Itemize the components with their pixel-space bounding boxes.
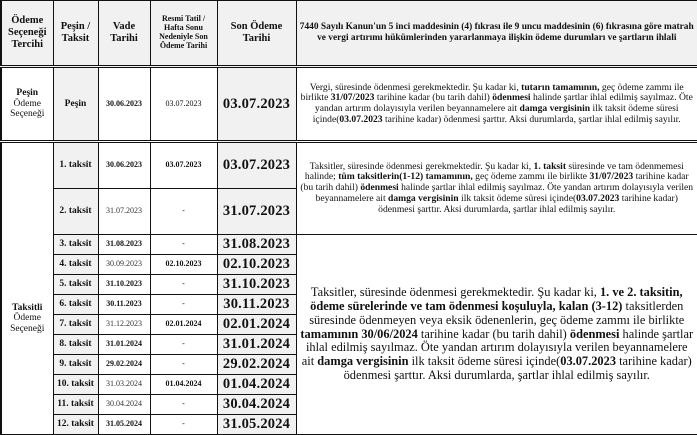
emphasis-text: ödenmesi — [360, 182, 399, 194]
pesin-son-odeme: 03.07.2023 — [217, 67, 296, 142]
pesin-vade: 30.06.2023 — [98, 67, 150, 142]
taksit-vade: 30.09.2023 — [98, 255, 150, 275]
taksit-resmi-tatil: - — [150, 275, 217, 295]
body-text: süresinde ve tam ödenmemesi halinde; — [304, 160, 684, 183]
body-text: tarihine kadar) ödenmesi şarttır. Aksi durumlarda, şartlar ihlal edilmiş sayılır. — [378, 192, 678, 215]
taksit-vade: 30.11.2023 — [98, 295, 150, 315]
body-text: halinde şartlar ihlal edilmiş sayılmaz. Öte yandan artırım dolayısıyla verilen beyannamelere ait — [314, 92, 693, 114]
header-aciklama: 7440 Sayılı Kanun'un 5 inci maddesinin (4) fıkrası ile 9 uncu maddesinin (6) fıkrasına göre matrah ve vergi artırımı hükümlerinden yararlanmaya ilişkin ödeme durumları ve şartların ihlali — [296, 1, 697, 67]
emphasis-text: 1. taksit — [533, 160, 567, 172]
taksitli-category — [1, 142, 53, 435]
taksit-resmi-tatil: - — [150, 235, 217, 255]
taksit-label: 4. taksit — [53, 255, 98, 275]
taksit-label: 2. taksit — [53, 189, 98, 235]
taksit-son-odeme: 29.02.2024 — [217, 355, 296, 375]
taksit-vade: 31.07.2023 — [98, 189, 150, 235]
taksit-label: 6. taksit — [53, 295, 98, 315]
emphasis-text: 03.07.2023 — [560, 354, 617, 369]
emphasis-text: damga vergisinin — [519, 103, 591, 114]
header-son-odeme: Son Ödeme Tarihi — [217, 1, 296, 67]
taksit-resmi-tatil: - — [150, 295, 217, 315]
taksit-son-odeme: 31.10.2023 — [217, 275, 296, 295]
taksitli-category-bold: Taksitli — [12, 302, 43, 313]
emphasis-text: damga vergisinin — [317, 354, 409, 369]
taksit-resmi-tatil: 01.04.2024 — [150, 375, 217, 395]
taksit-1-2-aciklama — [296, 142, 697, 235]
taksit-label: 11. taksit — [53, 395, 98, 415]
body-text: ilk taksit ödeme süresi içinde( — [458, 192, 577, 204]
taksit-son-odeme: 30.04.2024 — [217, 395, 296, 415]
pesin-category — [1, 67, 53, 142]
body-text: tarihine kadar) ödenmesi şarttır. Aksi durumlarda, şartlar ihlal edilmiş sayılır. — [382, 113, 681, 125]
body-text: halinde şartlar ihlal edilmiş sayılmaz. Öte yandan artırım dolayısıyla verilen beyannamelere ait — [301, 326, 694, 369]
taksit-vade: 30.04.2024 — [98, 395, 150, 415]
taksit-resmi-tatil: 03.07.2023 — [150, 142, 217, 189]
pesin-category-bold: Peşin — [16, 88, 39, 99]
taksit-resmi-tatil: - — [150, 189, 217, 235]
body-text: halinde şartlar ihlal edilmiş sayılmaz. Öte yandan artırım dolayısıyla verilen beyannamelere ait — [315, 182, 694, 204]
emphasis-text: tutarın tamamının, — [521, 81, 600, 93]
emphasis-text: ödenmesi — [492, 92, 531, 104]
body-text: ilk taksit ödeme süresi içinde( — [408, 354, 561, 369]
taksit-son-odeme: 31.07.2023 — [217, 189, 296, 235]
body-text: taksitlerden süresinde ödenmeyen veya eksik ödenenlerin, geç ödeme zammı ile birlikte — [309, 298, 685, 327]
taksit-son-odeme: 30.11.2023 — [217, 295, 296, 315]
emphasis-text: tüm taksitlerin(1-12) tamamının, — [338, 171, 473, 183]
emphasis-text: 03.07.2023 — [339, 113, 383, 125]
emphasis-text: tamamının 30/06/2024 — [300, 326, 418, 341]
taksit-label: 1. taksit — [53, 142, 98, 189]
taksit-resmi-tatil: - — [150, 415, 217, 435]
pesin-aciklama — [296, 67, 697, 142]
taksit-label: 5. taksit — [53, 275, 98, 295]
taksit-3-12-aciklama — [296, 235, 697, 435]
taksit-vade: 29.02.2024 — [98, 355, 150, 375]
emphasis-text: 31/07/2023 — [589, 171, 634, 183]
taksit-son-odeme: 02.10.2023 — [217, 255, 296, 275]
emphasis-text: 31/07/2023 — [330, 92, 375, 104]
header-row — [1, 1, 697, 67]
body-text: geç ödeme zammı ile birlikte — [300, 81, 684, 104]
body-text: Taksitler, süresinde ödenmesi gerekmektedir. Şu kadar ki, — [309, 160, 534, 172]
taksit-vade: 31.10.2023 — [98, 275, 150, 295]
taksit-son-odeme: 31.01.2024 — [217, 335, 296, 355]
taksit-row — [1, 142, 697, 189]
pesin-label: Peşin — [53, 67, 98, 142]
pesin-category-rest: Ödeme Seçeneği — [10, 98, 45, 120]
taksit-vade: 30.06.2023 — [98, 142, 150, 189]
taksit-vade: 31.12.2023 — [98, 315, 150, 335]
body-text: ilk taksit ödeme süresi içinde( — [312, 103, 679, 125]
header-vade: Vade Tarihi — [98, 1, 150, 67]
taksit-vade: 31.05.2024 — [98, 415, 150, 435]
taksit-label: 9. taksit — [53, 355, 98, 375]
body-text: geç ödeme zammı ile birlikte — [472, 171, 590, 183]
pesin-resmi-tatil: 03.07.2023 — [150, 67, 217, 142]
body-text: tarihine kadar (bu tarih dahil) — [374, 92, 493, 104]
header-pesin-taksit: Peşin / Taksit — [53, 1, 98, 67]
taksit-resmi-tatil: - — [150, 395, 217, 415]
taksit-vade: 31.03.2024 — [98, 375, 150, 395]
taksit-label: 7. taksit — [53, 315, 98, 335]
body-text: tarihine kadar (bu tarih dahil) — [417, 326, 570, 341]
taksit-label: 10. taksit — [53, 375, 98, 395]
taksit-label: 12. taksit — [53, 415, 98, 435]
taksit-vade: 31.01.2024 — [98, 335, 150, 355]
emphasis-text: 03.07.2023 — [576, 192, 620, 204]
emphasis-text: damga vergisinin — [388, 192, 459, 204]
header-tercih: Ödeme Seçeneği Tercihi — [1, 1, 53, 67]
taksit-son-odeme: 03.07.2023 — [217, 142, 296, 189]
body-text: Taksitler, süresinde ödenmesi gerekmektedir. Şu kadar ki, — [310, 284, 600, 299]
taksit-son-odeme: 02.01.2024 — [217, 315, 296, 335]
body-text: Vergi, süresinde ödenmesi gerekmektedir. Şu kadar ki, — [309, 81, 522, 93]
taksit-son-odeme: 31.08.2023 — [217, 235, 296, 255]
taksit-resmi-tatil: 02.10.2023 — [150, 255, 217, 275]
taksit-son-odeme: 01.04.2024 — [217, 375, 296, 395]
pesin-row — [1, 67, 697, 142]
taksitli-category-rest: Ödeme Seçeneği — [10, 313, 45, 334]
body-text: tarihine kadar) ödenmesi şarttır. Aksi durumlarda, şartlar ihlal edilmiş sayılır. — [343, 354, 692, 383]
header-resmi-tatil: Resmi Tatil / Hafta Sonu Nedeniyle Son Ödeme Tarihi — [150, 1, 217, 67]
emphasis-text: ödenmesi — [569, 326, 620, 341]
emphasis-text: 1. ve 2. taksitin, ödeme sürelerinde ve tam ödenmesi koşuluyla, kalan (3-12) — [310, 284, 683, 313]
taksit-son-odeme: 31.05.2024 — [217, 415, 296, 435]
taksit-row — [1, 235, 697, 255]
taksit-resmi-tatil: - — [150, 355, 217, 375]
taksit-vade: 31.08.2023 — [98, 235, 150, 255]
taksit-rows — [1, 142, 697, 435]
taksit-label: 3. taksit — [53, 235, 98, 255]
taksit-resmi-tatil: - — [150, 335, 217, 355]
body-text: tarihine kadar (bu tarih dahil) — [300, 171, 689, 194]
taksit-label: 8. taksit — [53, 335, 98, 355]
taksit-resmi-tatil: 02.01.2024 — [150, 315, 217, 335]
